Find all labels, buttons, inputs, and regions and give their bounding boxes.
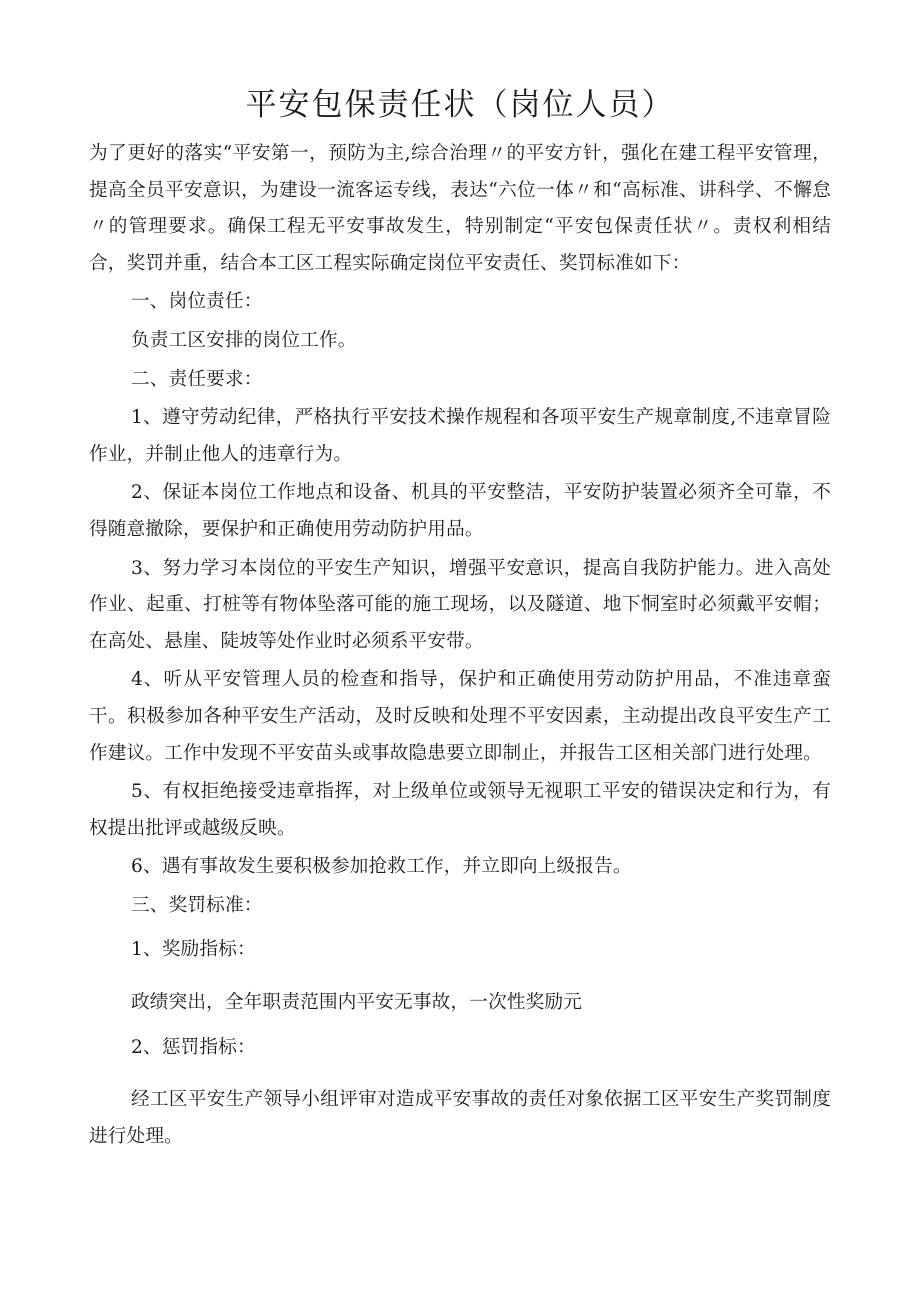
reward-body: 政绩突出，全年职责范围内平安无事故，一次性奖励元 [131, 992, 583, 1014]
document-title: 平安包保责任状（岗位人员） [245, 87, 675, 123]
requirement-item: 5、有权拒绝接受违章指挥，对上级单位或领导无视职工平安的错误决定和行为，有权提出批评或越级反映。 [89, 781, 831, 839]
duties-body: 负责工区安排的岗位工作。 [131, 329, 357, 351]
reward-heading: 1、奖励指标： [131, 939, 256, 961]
section-heading-rewards-penalties: 三、奖罚标准： [131, 894, 263, 916]
requirement-item: 1、遵守劳动纪律，严格执行平安技术操作规程和各项平安生产规章制度,不违章冒险作业，并制止他人的违章行为。 [89, 407, 831, 465]
section-heading-requirements: 二、责任要求： [131, 368, 263, 390]
section-heading-duties: 一、岗位责任： [131, 291, 263, 313]
intro-paragraph: 为了更好的落实“平安第一，预防为主,综合治理〃的平安方针，强化在建工程平安管理，提高全员平安意识，为建设一流客运专线，表达“六位一体〃和“高标准、讲科学、不懈怠〃的管理要求。确保工程无平安事故发生，特别制定“平安包保责任状〃。责权利相结合，奖罚并重，结合本工区工程实际确定岗位平安责任、奖罚标准如下： [89, 143, 831, 274]
requirement-item: 3、努力学习本岗位的平安生产知识，增强平安意识，提高自我防护能力。进入高处作业、起重、打桩等有物体坠落可能的施工现场，以及隧道、地下恫室时必须戴平安帽；在高处、悬崖、陡坡等处作业时必须系平安带。 [89, 557, 831, 652]
penalty-body: 经工区平安生产领导小组评审对造成平安事故的责任对象依据工区平安生产奖罚制度进行处理。 [89, 1089, 831, 1147]
requirement-item: 4、听从平安管理人员的检查和指导，保护和正确使用劳动防护用品，不准违章蛮干。积极参加各种平安生产活动，及时反映和处理不平安因素，主动提出改良平安生产工作建议。工作中发现不平安苗头或事故隐患要立即制止，并报告工区相关部门进行处理。 [89, 669, 831, 764]
requirement-item: 6、遇有事故发生要积极参加抢救工作，并立即向上级报告。 [131, 856, 632, 878]
requirement-item: 2、保证本岗位工作地点和设备、机具的平安整洁，平安防护装置必须齐全可靠，不得随意撤除，要保护和正确使用劳动防护用品。 [89, 482, 831, 540]
penalty-heading: 2、惩罚指标： [131, 1036, 256, 1058]
document-body [89, 136, 831, 1155]
